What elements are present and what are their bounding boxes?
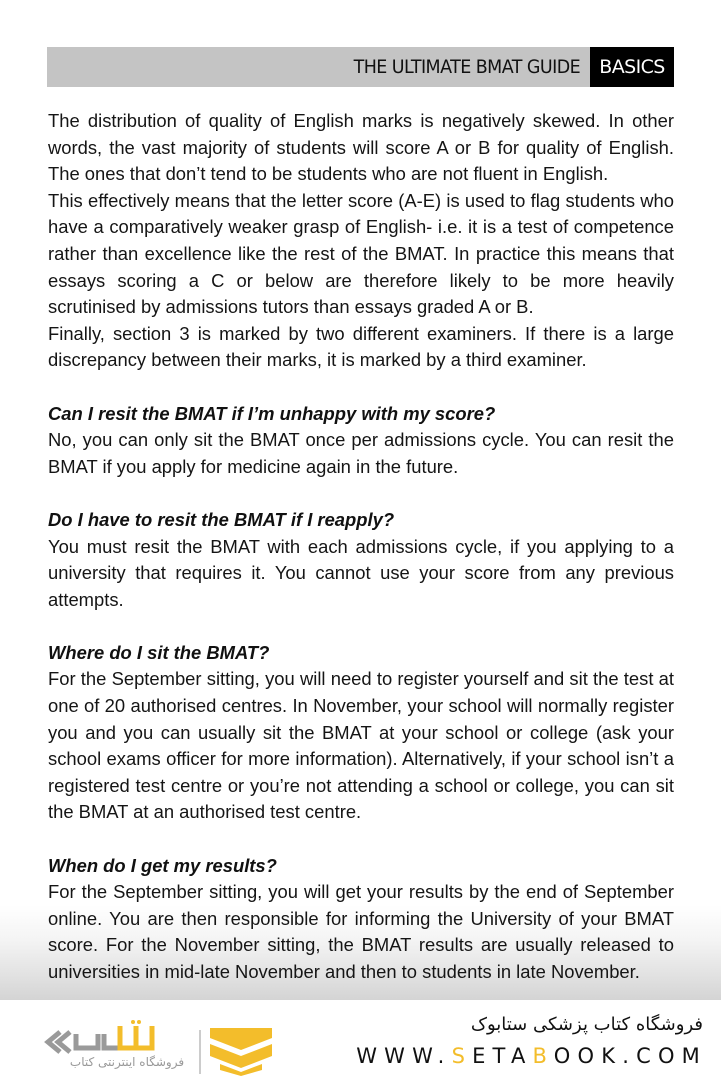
url-part-www: WWW. — [356, 1044, 452, 1068]
shop-name: فروشگاه کتاب پزشکی ستابوک — [470, 1014, 703, 1035]
faq-question-results: When do I get my results? — [48, 854, 277, 876]
setabook-logo[interactable] — [38, 1018, 278, 1076]
url-part-eta: ETA — [472, 1044, 533, 1068]
intro-paragraph-3: Finally, section 3 is marked by two different examiners. If there is a large discrepancy between their marks, it is marked by a third examiner. — [48, 322, 674, 371]
watermark-footer — [0, 1000, 721, 1080]
section-tab: BASICS — [590, 47, 674, 87]
faq-answer-resit-unhappy: No, you can only sit the BMAT once per admissions cycle. You can resit the BMAT if you apply for medicine again in the future. — [48, 429, 674, 477]
url-part-ook-com: OOK.COM — [553, 1044, 707, 1068]
faq-question-where-sit: Where do I sit the BMAT? — [48, 641, 270, 663]
faq-question-reapply: Do I have to resit the BMAT if I reapply? — [48, 508, 395, 530]
intro-paragraph-1: The distribution of quality of English marks is negatively skewed. In other words, the vast majority of students will score A or B for quality of English. The ones that don’t tend to be students who are not fluent in English. — [48, 110, 674, 185]
book-title: THE ULTIMATE BMAT GUIDE — [353, 56, 580, 78]
faq-answer-reapply: You must resit the BMAT with each admissions cycle, if you applying to a university that requires it. You cannot use your score from any previous attempts. — [48, 535, 674, 610]
intro-paragraph-2: This effectively means that the letter score (A-E) is used to flag students who have a comparatively weaker grasp of English- i.e. it is a test of competence rather than excellence like the rest of the BMAT. In practice this means that essays scoring a C or below are therefore likely to be more heavily scrutinised by admissions tutors than essays graded A or B. — [48, 189, 674, 318]
running-header — [47, 47, 674, 87]
faq-question-resit-unhappy: Can I resit the BMAT if I’m unhappy with my score? — [48, 402, 496, 424]
logo-tagline: فروشگاه اینترنتی کتاب — [69, 1055, 185, 1069]
faq-answer-results: For the September sitting, you will get your results by the end of September online. You are then responsible for informing the University of your BMAT score. For the November sitting, the BMAT results are usually released to universities in mid-late November and then to students in late November. — [48, 881, 674, 982]
faq-answer-where-sit: For the September sitting, you will need to register yourself and sit the test at one of 20 authorised centres. In November, your school will normally register you and you can usually sit the BMAT at your school or college (ask your school exams officer for more information). Alternatively, if your school isn’t a registered test centre or you’re not attending a school or college, you can sit the BMAT at an authorised test centre. — [48, 668, 674, 823]
url-part-s-accent: S — [451, 1044, 473, 1068]
url-part-b-accent: B — [532, 1044, 554, 1068]
page-body — [48, 108, 674, 986]
website-url[interactable] — [356, 1044, 707, 1068]
